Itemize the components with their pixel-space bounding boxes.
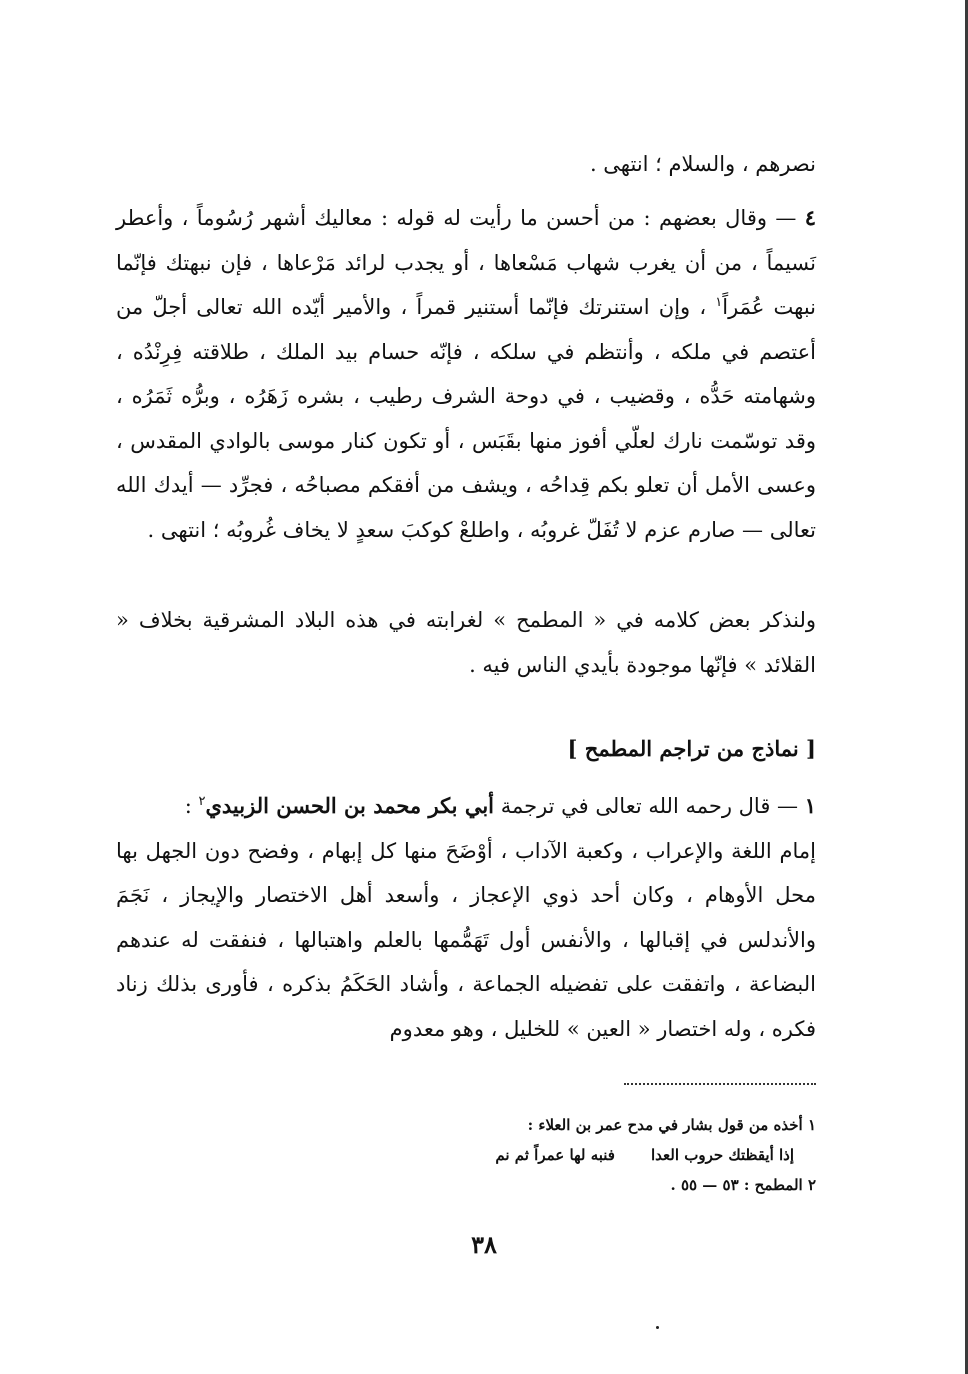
item-number: ٤ [804,205,816,230]
paragraph-text-continued: ، وإن استنرتك فإنّما أستنير قمراً ، والأمير أيّده الله تعالى أجلّ من أعتصم في ملكه ، وأنتظم في سلكه ، فإنّه حسام بيد الملك ، طلاقته فِرِنْدُه ، وشهامته حَدُّه ، وقضيب ، في دوحة الشرف رطيب ، بشره زَهَرُه ، وبرُّه ثَمَرُه ، وقد توسّمت نارك لعلّي أفوز منها بقَبَس ، أو تكون كنار موسى بالوادي المقدس ، وعسى الأمل أن تعلو بكم قِداحُه ، ويشف من أفقكم مصباحُه ، فجرِّد — أيدك الله تعالى — صارم عزم لا تُفَلّ غروبُه ، واطلعْ كوكبَ سعدٍ لا يخاف غُروبُه ؛ انتهى . [116,295,816,542]
paragraph-text: إمام اللغة والإعراب ، وكعبة الآداب ، أوْضَحَ منها كل إبهام ، وفضح دون الجهل بها محل الأوهام ، وكان أحد ذوي الإعجاز ، وأسعد أهل الاختصار والإيجاز ، نَجَمَ والأندلس في إقبالها ، والأنفس أول تَهَمُّمها بالعلم واهتبالها ، فنفقت له عندهم البضاعة ، واتفقت على تفضيله الجماعة ، وأشاد الحَكَمُ بذكره ، فأورى بذلك زناد فكره ، وله اختصار « العين » للخليل ، وهو معدوم [116,838,816,1041]
verse-hemistich-2: فنبه لها عمراً ثم نم [495,1146,615,1164]
scan-speck [656,1326,659,1329]
footnote-1: ١ أخذه من قول بشار في مدح عمر بن العلاء : [527,1116,816,1134]
paragraph-text: ولنذكر بعض كلامه في « المطمح » لغرابته في هذه البلاد المشرقية بخلاف « القلائد » فإنّها موجودة بأيدي الناس فيه . [116,608,816,677]
paragraph-text: نصرهم ، والسلام ؛ انتهى . [589,152,816,176]
footnote-marker: ٢ [198,794,206,809]
paragraph-text: — وقال بعضهم : من أحسن ما رأيت له قوله : معاليك أشهر رُسُوماً ، وأعطر نَسيماً ، من أن يغرب شهاب مَسْعاها ، أو يجدب لرائد مَرْعاها ، فإن نبهتك فإنّما نبهت عُمَراً [116,206,817,319]
footnotes [116,1110,816,1200]
paragraph-4 [116,196,816,552]
verse-hemistich-1: إذا أيقظتك حروب العدا [650,1146,794,1164]
paragraph-intro-matmah [116,598,816,687]
colon: : [184,794,199,818]
section-heading: [ نماذج من تراجم المطمح ] [567,736,816,761]
footnote-2: ٢ المطمح : ٥٣ — ٥٥ . [670,1176,816,1194]
page-number: ٣٨ [471,1230,497,1259]
paragraph-continuation [116,142,816,187]
paragraph-lead: — قال رحمه الله تعالى في ترجمة [494,794,805,818]
item-number: ١ [804,793,816,818]
footnote-separator [624,1083,816,1085]
footnote-1-verse [116,1140,816,1170]
footnote-marker: ١ [715,295,723,310]
person-name: أبي بكر محمد بن الحسن الزبيدي [205,793,495,818]
paragraph-1-zubaydi [116,784,816,1051]
